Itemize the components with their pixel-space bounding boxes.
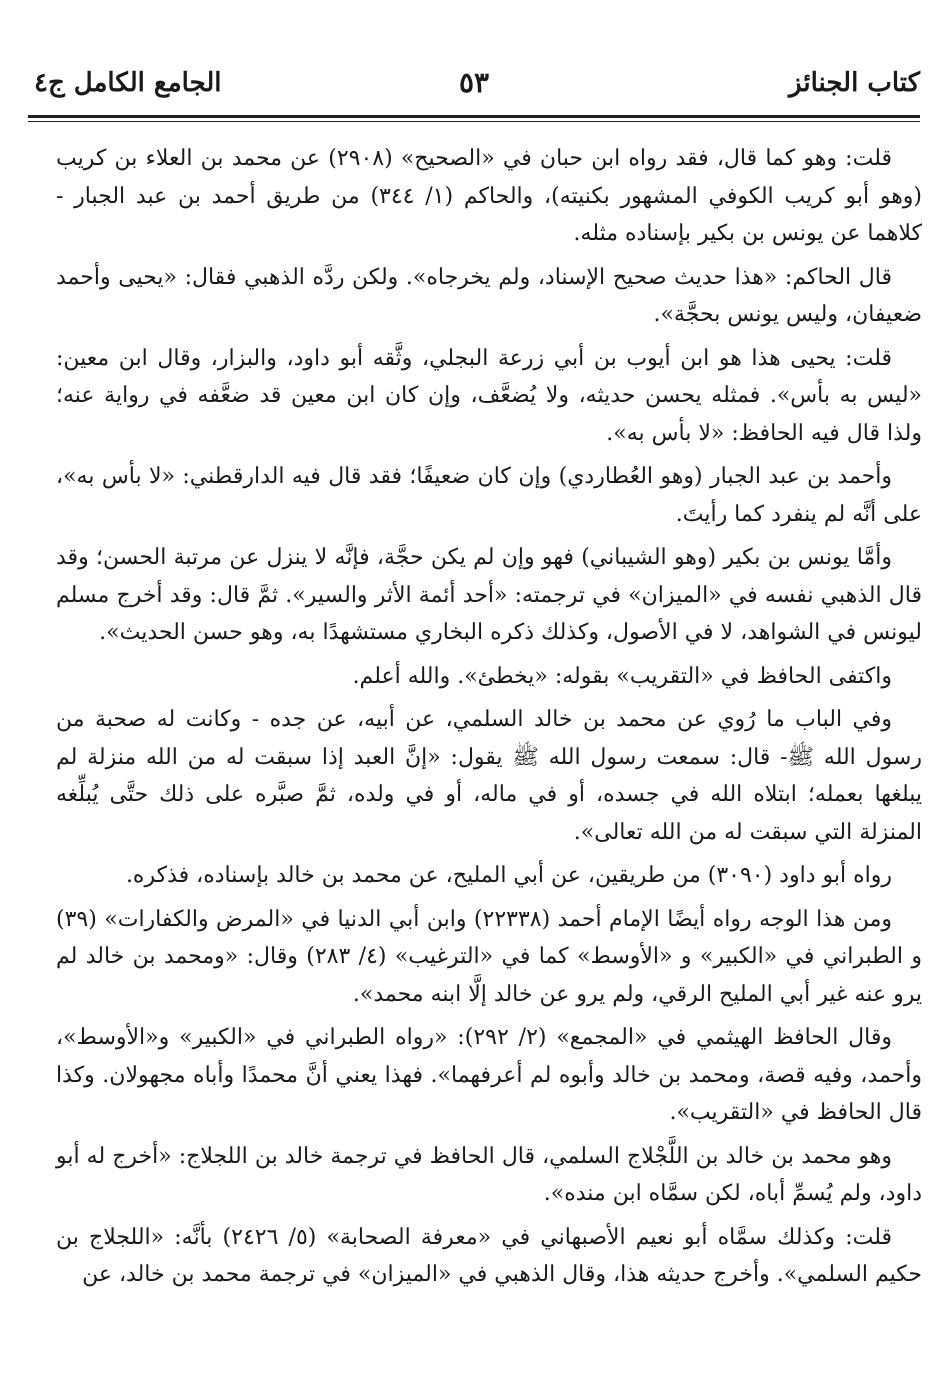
- paragraph-11: وهو محمد بن خالد بن اللَّجْلاج السلمي، قال الحافظ في ترجمة خالد بن اللجلاج: «أخرج له أبو داود، ولم يُسمِّ أباه، لكن سمَّاه ابن منده».: [56, 1143, 922, 1206]
- paragraph-12: قلت: وكذلك سمَّاه أبو نعيم الأصبهاني في «معرفة الصحابة» (٥/ ٢٤٢٦) بأنَّه: «اللجلاج بن حكيم السلمي». وأخرج حديثه هذا، وقال الذهبي في «الميزان» في ترجمة محمد بن خالد، عن: [56, 1224, 922, 1287]
- header-rule-thin: [28, 121, 920, 122]
- paragraph-6: واكتفى الحافظ في «التقريب» بقوله: «يخطئ». والله أعلم.: [352, 663, 892, 689]
- header-rule-thick: [28, 115, 920, 118]
- paragraph-1: قلت: وهو كما قال، فقد رواه ابن حبان في «الصحيح» (٢٩٠٨) عن محمد بن العلاء بن كريب (وهو أبو كريب الكوفي المشهور بكنيته)، والحاكم (١/ ٣٤٤) من طريق أحمد بن عبد الجبار - كلاهما عن يونس بن بكير بإسناده مثله.: [56, 146, 923, 246]
- paragraph-7: وفي الباب ما رُوي عن محمد بن خالد السلمي، عن أبيه، عن جده - وكانت له صحبة من رسول الله ﷺ- قال: سمعت رسول الله ﷺ يقول: «إنَّ العبد إذا سبقت له من الله منزلة لم يبلغها بعمله؛ ابتلاه الله في جسده، أو في ماله، أو في ولده، ثمَّ صبَّره على ذلك حتَّى يُبلِّغه المنزلة التي سبقت له من الله تعالى».: [56, 707, 922, 845]
- chapter-title: كتاب الجنائز: [789, 68, 920, 98]
- paragraph-5: وأمَّا يونس بن بكير (وهو الشيباني) فهو وإن لم يكن حجَّة، فإنَّه لا ينزل عن مرتبة الحسن؛ وقد قال الذهبي نفسه في «الميزان» في ترجمته: «أحد أئمة الأثر والسير». ثمَّ قال: وقد أخرج مسلم ليونس في الشواهد، لا في الأصول، وكذلك ذكره البخاري مستشهدًا به، وهو حسن الحديث».: [56, 545, 922, 645]
- paragraph-8: رواه أبو داود (٣٠٩٠) من طريقين، عن أبي المليح، عن محمد بن خالد بإسناده، فذكره.: [125, 863, 892, 888]
- paragraph-2: قال الحاكم: «هذا حديث صحيح الإسناد، ولم يخرجاه». ولكن ردَّه الذهبي فقال: «يحيى وأحمد ضعيفان، وليس يونس بحجَّة».: [56, 264, 922, 327]
- paragraph-4: وأحمد بن عبد الجبار (وهو العُطاردي) وإن كان ضعيفًا؛ فقد قال فيه الدارقطني: «لا بأس به»، على أنَّه لم ينفرد كما رأيتَ.: [56, 464, 922, 527]
- paragraph-10: وقال الحافظ الهيثمي في «المجمع» (٢/ ٢٩٢): «رواه الطبراني في «الكبير» و«الأوسط»، وأحمد، وفيه قصة، ومحمد بن خالد وأبوه لم أعرفهما». فهذا يعني أنَّ محمدًا وأباه مجهولان. وكذا قال الحافظ في «التقريب».: [56, 1025, 922, 1125]
- paragraph-9: ومن هذا الوجه رواه أيضًا الإمام أحمد (٢٢٣٣٨) وابن أبي الدنيا في «المرض والكفارات» (٣٩) و الطبراني في «الكبير» و «الأوسط» كما في «الترغيب» (٤/ ٢٨٣) وقال: «ومحمد بن خالد لم يرو عنه غير أبي المليح الرقي، ولم يرو عن خالد إلَّا ابنه محمد».: [56, 906, 922, 1007]
- paragraph-3: قلت: يحيى هذا هو ابن أيوب بن أبي زرعة البجلي، وثَّقه أبو داود، والبزار، وقال ابن معين: «ليس به بأس». فمثله يحسن حديثه، ولا يُضعَّف، وإن كان ابن معين قد ضعَّفه في رواية عنه؛ ولذا قال فيه الحافظ: «لا بأس به».: [56, 345, 922, 446]
- page-header: [28, 62, 920, 114]
- page-number: ٥٣: [458, 66, 490, 99]
- book-title: الجامع الكامل ج٤: [34, 68, 222, 98]
- page-body: [56, 140, 922, 1300]
